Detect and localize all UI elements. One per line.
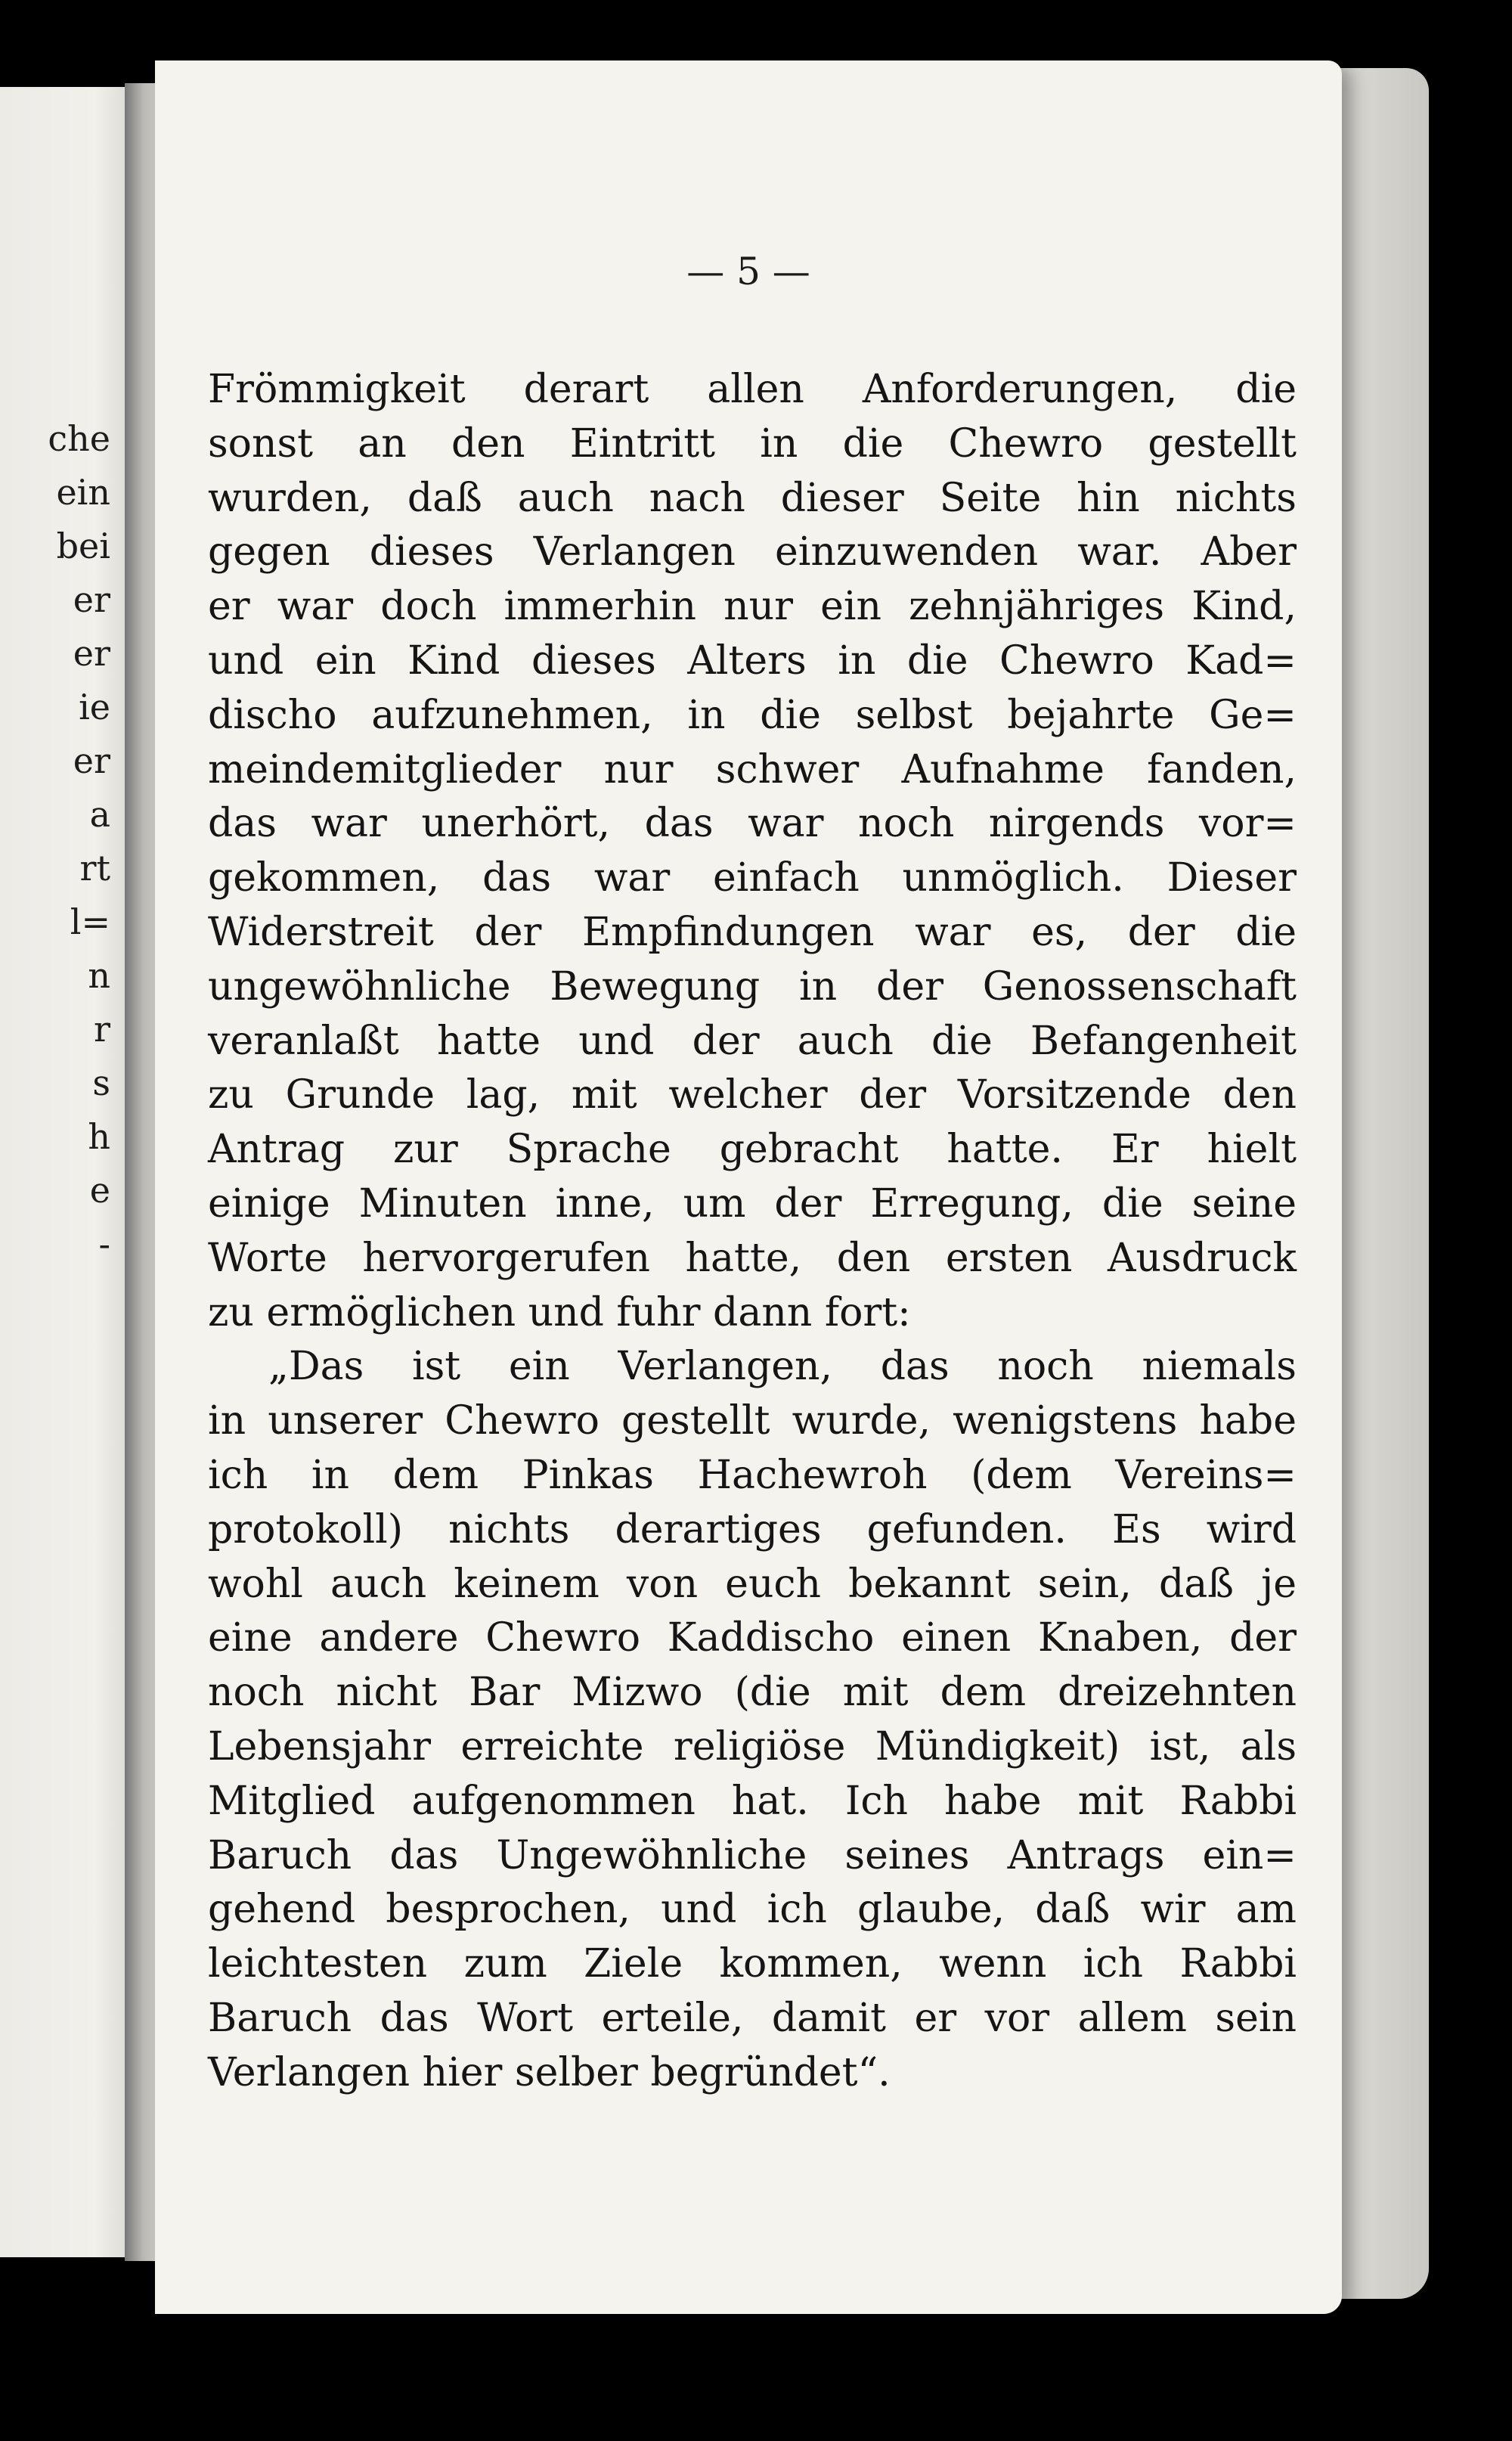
main-page — [155, 60, 1342, 2314]
text-line: gekommen, das war einfach unmöglich. Dieser — [208, 855, 1297, 901]
text-line: meindemitglieder nur schwer Aufnahme fanden, — [208, 746, 1297, 792]
text-line: noch nicht Bar Mizwo (die mit dem dreizehnten — [208, 1670, 1297, 1716]
left-fragment: ein — [56, 472, 110, 513]
text-line: und ein Kind dieses Alters in die Chewro Kad= — [208, 637, 1297, 684]
text-line: Lebensjahr erreichte religiöse Mündigkeit) ist, als — [208, 1723, 1297, 1769]
text-line: gehend besprochen, und ich glaube, daß wir am — [208, 1887, 1297, 1933]
left-fragment: h — [88, 1116, 110, 1157]
text-line: einige Minuten inne, um der Erregung, die seine — [208, 1180, 1297, 1227]
text-line: wurden, daß auch nach dieser Seite hin nichts — [208, 475, 1297, 521]
text-line: Mitglied aufgenommen hat. Ich habe mit Rabbi — [208, 1778, 1297, 1824]
text-line: Verlangen hier selber begründet“. — [208, 2049, 891, 2095]
left-fragment: che — [48, 418, 110, 459]
left-fragment: a — [89, 794, 110, 835]
left-fragment: - — [98, 1224, 110, 1264]
left-fragment: r — [94, 1009, 110, 1050]
text-line: sonst an den Eintritt in die Chewro gestellt — [208, 420, 1297, 467]
text-line: zu Grunde lag, mit welcher der Vorsitzende den — [208, 1072, 1297, 1118]
text-line: wohl auch keinem von euch bekannt sein, daß je — [208, 1561, 1297, 1607]
left-page-text-fragments — [0, 412, 113, 1271]
text-line: discho aufzunehmen, in die selbst bejahrte Ge= — [208, 692, 1297, 738]
body-text — [208, 363, 1297, 2101]
text-line: ungewöhnliche Bewegung in der Genossenschaft — [208, 963, 1297, 1010]
page-number: — 5 — — [686, 250, 810, 293]
left-fragment: er — [73, 579, 110, 620]
text-line: das war unerhört, das war noch nirgends vor= — [208, 801, 1297, 847]
left-fragment: er — [73, 633, 110, 674]
text-line: zu ermöglichen und fuhr dann fort: — [208, 1289, 911, 1335]
left-fragment: ie — [79, 687, 110, 727]
text-line: eine andere Chewro Kaddischo einen Knaben, der — [208, 1615, 1297, 1661]
text-line: in unserer Chewro gestellt wurde, wenigstens habe — [208, 1398, 1297, 1444]
left-fragment: bei — [56, 526, 110, 566]
text-line: Baruch das Wort erteile, damit er vor allem sein — [208, 1995, 1297, 2041]
text-line: ich in dem Pinkas Hachewroh (dem Vereins= — [208, 1452, 1297, 1498]
left-fragment: rt — [79, 848, 110, 889]
text-line: leichtesten zum Ziele kommen, wenn ich Rabbi — [208, 1941, 1297, 1987]
text-line: Frömmigkeit derart allen Anforderungen, die — [208, 367, 1297, 412]
left-fragment: s — [92, 1062, 110, 1103]
left-fragment: l= — [70, 901, 110, 942]
text-line: Baruch das Ungewöhnliche seines Antrags ein= — [208, 1832, 1297, 1878]
left-page — [0, 87, 136, 2257]
text-line: Widerstreit der Empfindungen war es, der die — [208, 909, 1297, 955]
text-line: protokoll) nichts derartiges gefunden. Es wird — [208, 1506, 1297, 1552]
left-fragment: er — [73, 740, 110, 781]
text-line: veranlaßt hatte und der auch die Befangenheit — [208, 1018, 1297, 1064]
text-line: „Das ist ein Verlangen, das noch niemals — [268, 1344, 1297, 1390]
text-line: er war doch immerhin nur ein zehnjähriges Kind, — [208, 584, 1297, 630]
left-fragment: n — [88, 955, 110, 996]
text-line: gegen dieses Verlangen einzuwenden war. Aber — [208, 529, 1297, 575]
left-fragment: e — [89, 1170, 110, 1211]
text-line: Worte hervorgerufen hatte, den ersten Ausdruck — [208, 1235, 1297, 1281]
text-line: Antrag zur Sprache gebracht hatte. Er hielt — [208, 1127, 1297, 1173]
